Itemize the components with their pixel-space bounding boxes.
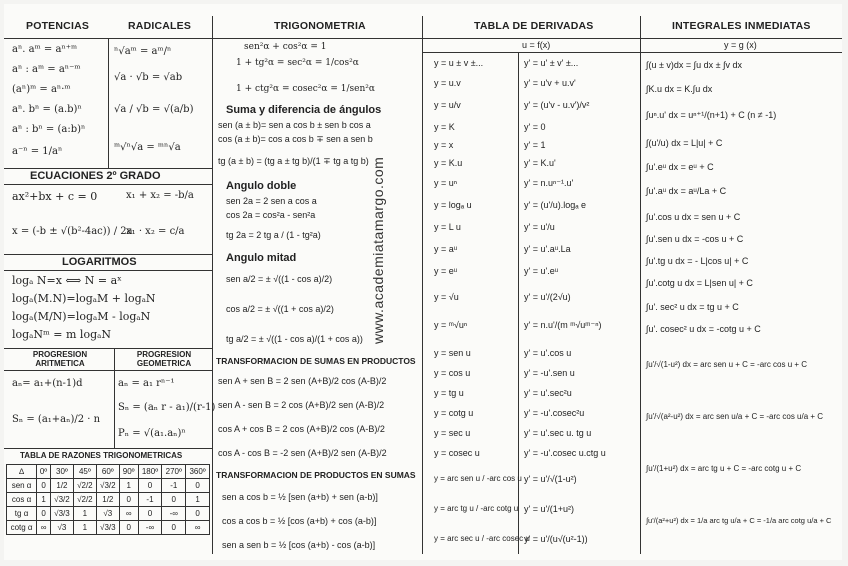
tabla-razones-title: TABLA DE RAZONES TRIGONOMETRICAS <box>20 451 183 460</box>
table-cell: tg α <box>7 507 37 521</box>
doble-formula: cos 2a = cos²a - sen²a <box>226 210 316 220</box>
integral-formula: ∫(u ± v)dx = ∫u dx ± ∫v dx <box>646 60 743 70</box>
potencia-rule: a⁻ⁿ = 1/aⁿ <box>12 146 63 157</box>
integral-formula: ∫u'.aᵘ dx = aᵘ/La + C <box>646 186 727 196</box>
table-row <box>7 493 210 507</box>
table-cell: 45º <box>73 465 96 479</box>
suma-formula: sen (a ± b)= sen a cos b ± sen b cos a <box>218 120 371 130</box>
integral-formula: ∫u'.tg u dx = - L|cos u| + C <box>646 256 749 266</box>
table-cell: cos α <box>7 493 37 507</box>
potencia-rule: aⁿ. aᵐ = aⁿ⁺ᵐ <box>12 44 78 55</box>
integral-formula: ∫u'.cos u dx = sen u + C <box>646 212 741 222</box>
progresion-geometrica-producto: Pₙ = √(a₁.aₙ)ⁿ <box>118 428 186 439</box>
derivada-resultado: y' = u'/(u√(u²-1)) <box>524 534 588 544</box>
derivada-funcion: y = √u <box>434 292 459 302</box>
productos-sumas-title: TRANSFORMACION DE PRODUCTOS EN SUMAS <box>216 470 416 480</box>
mitad-formula: sen a/2 = ± √((1 - cos a)/2) <box>226 274 333 284</box>
suma-producto-formula: cos A - cos B = -2 sen (A+B)/2 sen (A-B)/2 <box>218 448 387 458</box>
integrales-subheader: y = g (x) <box>724 40 757 50</box>
table-cell: sen α <box>7 479 37 493</box>
derivada-resultado: y' = u'.aᵘ.La <box>524 244 571 254</box>
table-cell: 1 <box>119 479 138 493</box>
integral-formula: ∫u'. cosec² u dx = -cotg u + C <box>646 324 761 334</box>
derivada-resultado: y' = -u'.cosec²u <box>524 408 585 418</box>
suma-producto-formula: sen A + sen B = 2 sen (A+B)/2 cos (A-B)/2 <box>218 376 387 386</box>
watermark-url: www.academiatamargo.com <box>370 156 386 344</box>
header-derivadas: TABLA DE DERIVADAS <box>474 20 594 32</box>
table-cell: √3 <box>96 507 119 521</box>
progresion-aritmetica-title: PROGRESION ARITMETICA <box>32 350 88 368</box>
rule <box>4 168 212 169</box>
table-cell: 1 <box>73 521 96 535</box>
progresion-geometrica-title: PROGRESION GEOMETRICA <box>136 350 192 368</box>
ecuacion-solucion: x = (-b ± √(b²-4ac)) / 2a <box>12 226 133 237</box>
integral-formula: ∫K.u dx = K.∫u dx <box>646 84 713 94</box>
integral-formula: ∫u'/√(1-u²) dx = arc sen u + C = -arc cos u + C <box>646 360 808 369</box>
integral-formula: ∫u'.eᵘ dx = eᵘ + C <box>646 162 714 172</box>
derivada-funcion: y = u/v <box>434 100 461 110</box>
trig-identity: 1 + ctg²α = cosec²α = 1/sen²α <box>236 84 375 94</box>
radical-rule: ⁿ√aᵐ = aᵐ/ⁿ <box>114 46 172 57</box>
rule <box>4 370 212 371</box>
suma-formula: tg (a ± b) = (tg a ± tg b)/(1 ∓ tg a tg b) <box>218 156 369 166</box>
table-cell: 0 <box>162 493 186 507</box>
potencia-rule: aⁿ : bⁿ = (a:b)ⁿ <box>12 124 86 135</box>
table-cell: 0 <box>119 521 138 535</box>
table-row <box>7 465 210 479</box>
rule <box>4 254 212 255</box>
divider <box>640 16 641 554</box>
rule <box>4 184 212 185</box>
derivada-resultado: y' = u'/(2√u) <box>524 292 571 302</box>
rule <box>4 448 212 449</box>
trig-identity: 1 + tg²α = sec²α = 1/cos²α <box>236 58 359 68</box>
tabla-razones <box>6 464 210 535</box>
producto-suma-formula: cos a cos b = ½ [cos (a+b) + cos (a-b)] <box>222 516 377 526</box>
table-cell: 360º <box>186 465 210 479</box>
derivada-funcion: y = cos u <box>434 368 471 378</box>
table-cell: 1 <box>73 507 96 521</box>
table-cell: 0 <box>138 479 162 493</box>
derivada-funcion: y = K <box>434 122 455 132</box>
logaritmo-rule: logₐ(M.N)=logₐM + logₐN <box>12 292 156 305</box>
table-cell: √3/3 <box>96 521 119 535</box>
potencia-rule: aⁿ : aᵐ = aⁿ⁻ᵐ <box>12 64 81 75</box>
derivada-funcion: y = arc sen u / -arc cos u <box>434 474 522 483</box>
table-row <box>7 479 210 493</box>
table-cell: ∞ <box>119 507 138 521</box>
integral-formula: ∫u'/(1+u²) dx = arc tg u + C = -arc cotg u + C <box>646 464 802 473</box>
table-cell: -∞ <box>162 507 186 521</box>
ecuaciones-title: ECUACIONES 2º GRADO <box>30 170 161 182</box>
derivada-resultado: y' = u'/(1+u²) <box>524 504 574 514</box>
ecuacion-suma-raices: x₁ + x₂ = -b/a <box>126 190 194 201</box>
table-cell: √2/2 <box>73 479 96 493</box>
table-cell: 1/2 <box>96 493 119 507</box>
ecuacion-general: ax²+bx + c = 0 <box>12 190 98 203</box>
potencia-rule: aⁿ. bⁿ = (a.b)ⁿ <box>12 104 82 115</box>
table-cell: 0 <box>37 507 51 521</box>
derivada-resultado: y' = u'/√(1-u²) <box>524 474 577 484</box>
derivada-funcion: y = logₐ u <box>434 200 472 210</box>
progresion-aritmetica-suma: Sₙ = (a₁+aₙ)/2 · n <box>12 414 101 425</box>
ecuacion-producto-raices: x₁ · x₂ = c/a <box>126 226 185 237</box>
derivada-resultado: y' = -u'.cosec u.ctg u <box>524 448 606 458</box>
table-cell: √3/2 <box>96 479 119 493</box>
table-cell: 1 <box>186 493 210 507</box>
rule <box>640 52 842 53</box>
derivada-funcion: y = L u <box>434 222 461 232</box>
trig-identity: sen²α + cos²α = 1 <box>244 42 327 52</box>
suma-producto-formula: sen A - sen B = 2 cos (A+B)/2 sen (A-B)/2 <box>218 400 385 410</box>
derivada-resultado: y' = -u'.sen u <box>524 368 575 378</box>
rule <box>422 52 640 53</box>
table-cell: cotg α <box>7 521 37 535</box>
mitad-formula: cos a/2 = ± √((1 + cos a)/2) <box>226 304 334 314</box>
producto-suma-formula: sen a sen b = ½ [cos (a+b) - cos (a-b)] <box>222 540 376 550</box>
integral-formula: ∫u'/(a²+u²) dx = 1/a arc tg u/a + C = -1/a arc cotg u/a + C <box>646 516 832 525</box>
angulo-doble-title: Angulo doble <box>226 180 297 192</box>
derivada-resultado: y' = u'v + u.v' <box>524 78 576 88</box>
derivada-funcion: y = eᵘ <box>434 266 458 276</box>
divider <box>108 38 109 168</box>
derivada-resultado: y' = u'.cos u <box>524 348 572 358</box>
derivada-resultado: y' = u'.eᵘ <box>524 266 559 276</box>
derivada-funcion: y = ᵐ√uⁿ <box>434 320 468 330</box>
rule <box>4 270 212 271</box>
suma-formula: cos (a ± b)= cos a cos b ∓ sen a sen b <box>218 134 373 144</box>
header-integrales: INTEGRALES INMEDIATAS <box>672 20 811 32</box>
table-cell: √3/3 <box>50 507 73 521</box>
table-cell: 1 <box>37 493 51 507</box>
header-rule <box>4 38 842 39</box>
header-radicales: RADICALES <box>128 20 192 32</box>
progresion-aritmetica-termino: aₙ= a₁+(n-1)d <box>12 378 83 389</box>
mitad-formula: tg a/2 = ± √((1 - cos a)/(1 + cos a)) <box>226 334 363 344</box>
table-cell: 180º <box>138 465 162 479</box>
derivada-resultado: y' = K.u' <box>524 158 556 168</box>
radical-rule: ᵐ√ⁿ√a = ᵐⁿ√a <box>114 142 181 153</box>
formula-sheet <box>4 4 842 560</box>
suma-producto-formula: cos A + cos B = 2 cos (A+B)/2 cos (A-B)/2 <box>218 424 385 434</box>
table-cell: √2/2 <box>73 493 96 507</box>
derivada-funcion: y = cosec u <box>434 448 480 458</box>
rule <box>4 348 212 349</box>
derivada-resultado: y' = n.uⁿ⁻¹.u' <box>524 178 574 188</box>
table-row <box>7 507 210 521</box>
derivada-resultado: y' = u'.sec u. tg u <box>524 428 592 438</box>
derivada-funcion: y = arc tg u / -arc cotg u <box>434 504 519 513</box>
derivada-resultado: y' = 1 <box>524 140 546 150</box>
table-cell: ∞ <box>186 521 210 535</box>
table-cell: 270º <box>162 465 186 479</box>
table-cell: 0 <box>186 479 210 493</box>
table-cell: 0 <box>119 493 138 507</box>
derivada-funcion: y = uⁿ <box>434 178 458 188</box>
suma-angulos-title: Suma y diferencia de ángulos <box>226 104 382 116</box>
doble-formula: tg 2a = 2 tg a / (1 - tg²a) <box>226 230 321 240</box>
table-cell: 1/2 <box>50 479 73 493</box>
table-cell: 0 <box>37 479 51 493</box>
table-row <box>7 521 210 535</box>
producto-suma-formula: sen a cos b = ½ [sen (a+b) + sen (a-b)] <box>222 492 378 502</box>
table-cell: 0 <box>162 521 186 535</box>
table-cell: ∆ <box>7 465 37 479</box>
integral-formula: ∫u'/√(a²-u²) dx = arc sen u/a + C = -arc cos u/a + C <box>646 412 824 421</box>
table-cell: -1 <box>162 479 186 493</box>
derivada-funcion: y = sen u <box>434 348 471 358</box>
derivada-funcion: y = K.u <box>434 158 463 168</box>
progresion-geometrica-suma: Sₙ = (aₙ r - a₁)/(r-1) <box>118 402 216 413</box>
integral-formula: ∫u'.cotg u dx = L|sen u| + C <box>646 278 753 288</box>
progresion-geometrica-termino: aₙ = a₁ rⁿ⁻¹ <box>118 378 175 389</box>
angulo-mitad-title: Angulo mitad <box>226 252 297 264</box>
radical-rule: √a / √b = √(a/b) <box>114 104 194 115</box>
derivada-funcion: y = tg u <box>434 388 464 398</box>
derivada-resultado: y' = n.u'/(m ᵐ√uᵐ⁻ⁿ) <box>524 320 602 330</box>
derivada-resultado: y' = u'/u <box>524 222 555 232</box>
table-cell: √3/2 <box>50 493 73 507</box>
derivada-funcion: y = arc sec u / -arc cosec u <box>434 534 530 543</box>
table-cell: 30º <box>50 465 73 479</box>
logaritmo-rule: logₐNᵐ = m logₐN <box>12 328 111 341</box>
derivada-resultado: y' = u' ± v' ±... <box>524 58 579 68</box>
header-trigonometria: TRIGONOMETRIA <box>274 20 366 32</box>
integral-formula: ∫uⁿ.u' dx = uⁿ⁺¹/(n+1) + C (n ≠ -1) <box>646 110 777 120</box>
derivadas-subheader: u = f(x) <box>522 40 551 50</box>
derivada-funcion: y = cotg u <box>434 408 474 418</box>
logaritmos-title: LOGARITMOS <box>62 256 137 268</box>
logaritmo-rule: logₐ N=x ⟺ N = aˣ <box>12 274 122 287</box>
derivada-resultado: y' = (u'v - u.v')/v² <box>524 100 590 110</box>
table-cell: -∞ <box>138 521 162 535</box>
table-cell: 60º <box>96 465 119 479</box>
divider <box>212 16 213 554</box>
table-cell: √3 <box>50 521 73 535</box>
table-cell: 0 <box>138 507 162 521</box>
derivada-resultado: y' = (u'/u).logₐ e <box>524 200 587 210</box>
table-cell: 90º <box>119 465 138 479</box>
sumas-productos-title: TRANSFORMACION DE SUMAS EN PRODUCTOS <box>216 356 416 366</box>
integral-formula: ∫(u'/u) dx = L|u| + C <box>646 138 723 148</box>
integral-formula: ∫u'.sen u dx = -cos u + C <box>646 234 744 244</box>
derivada-resultado: y' = u'.sec²u <box>524 388 572 398</box>
potencia-rule: (aⁿ)ᵐ = aⁿ·ᵐ <box>12 84 71 95</box>
radical-rule: √a · √b = √ab <box>114 72 183 83</box>
table-cell: 0º <box>37 465 51 479</box>
derivada-funcion: y = u.v <box>434 78 461 88</box>
header-potencias: POTENCIAS <box>26 20 90 32</box>
integral-formula: ∫u'. sec² u dx = tg u + C <box>646 302 739 312</box>
derivada-funcion: y = u ± v ±... <box>434 58 484 68</box>
derivada-resultado: y' = 0 <box>524 122 546 132</box>
table-cell: -1 <box>138 493 162 507</box>
derivada-funcion: y = aᵘ <box>434 244 458 254</box>
derivada-funcion: y = sec u <box>434 428 471 438</box>
divider <box>422 16 423 554</box>
doble-formula: sen 2a = 2 sen a cos a <box>226 196 317 206</box>
table-cell: ∞ <box>37 521 51 535</box>
table-cell: 0 <box>186 507 210 521</box>
logaritmo-rule: logₐ(M/N)=logₐM - logₐN <box>12 310 151 323</box>
derivada-funcion: y = x <box>434 140 454 150</box>
divider <box>114 348 115 448</box>
